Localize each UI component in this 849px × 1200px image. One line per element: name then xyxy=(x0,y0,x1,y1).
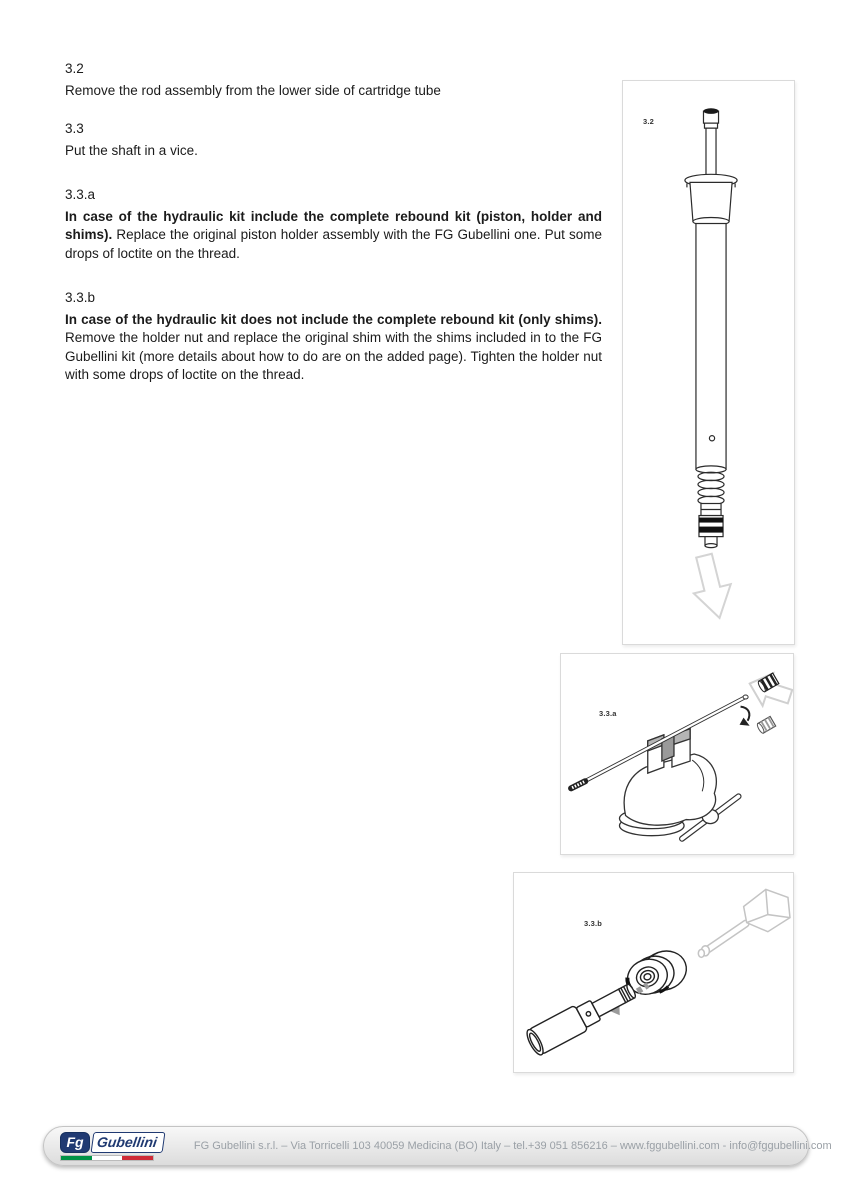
company-logo xyxy=(60,1132,164,1161)
section-3-3-b xyxy=(65,289,602,385)
footer-contact-text: FG Gubellini s.r.l. – Via Torricelli 103 40059 Medicina (BO) Italy – tel.+39 051 856216 – www.fggubellini.com - info@fggubellini.com xyxy=(193,1140,832,1152)
section-3-3 xyxy=(65,120,602,160)
italian-flag xyxy=(60,1155,154,1161)
figure-3-2 xyxy=(622,80,795,645)
section-text: Remove the rod assembly from the lower side of cartridge tube xyxy=(65,82,441,98)
figure-3-3-b xyxy=(513,872,794,1073)
text-column xyxy=(65,60,602,405)
section-text: Remove the holder nut and replace the original shim with the shims included in to the FG Gubellini kit (more details about how to do are on the added page). Tighten the holder nut with some drops of loctite on the thread. xyxy=(65,330,602,382)
section-bold-lead: In case of the hydraulic kit does not include the complete rebound kit (only shims). xyxy=(65,311,602,327)
t-handle-tool xyxy=(698,889,790,957)
section-paragraph xyxy=(65,311,602,385)
section-number: 3.3.a xyxy=(65,187,96,202)
section-text: Replace the original piston holder assembly with the FG Gubellini one. Put some drops of loctite on the thread. xyxy=(65,227,602,261)
logo-wordmark: Gubellini xyxy=(91,1132,166,1153)
holder-nut-part xyxy=(756,716,776,734)
section-number: 3.3 xyxy=(65,121,84,136)
figure-3-3-a xyxy=(560,653,794,855)
figure-label: 3.2 xyxy=(643,117,655,126)
socket-tool xyxy=(524,978,640,1058)
section-text: Put the shaft in a vice. xyxy=(65,142,198,158)
section-bold-lead: In case of the hydraulic kit include the complete rebound kit (piston, holder and shims). xyxy=(65,208,602,242)
bench-vice xyxy=(620,729,739,839)
cartridge-illustration xyxy=(623,81,794,644)
section-3-3-a xyxy=(65,186,602,263)
section-number: 3.2 xyxy=(65,61,84,76)
vice-illustration xyxy=(561,654,793,854)
figure-label: 3.3.a xyxy=(599,709,617,718)
section-3-2 xyxy=(65,60,602,100)
left-arrow-icon xyxy=(744,667,793,713)
exploded-parts-illustration xyxy=(514,873,793,1072)
footer-bar xyxy=(43,1126,832,1166)
figure-label: 3.3.b xyxy=(584,919,603,928)
section-number: 3.3.b xyxy=(65,290,96,305)
rotate-arrow-icon xyxy=(740,707,750,726)
fg-logo-mark: Fg xyxy=(60,1132,90,1153)
down-arrow-icon xyxy=(685,551,738,623)
section-paragraph xyxy=(65,208,602,264)
